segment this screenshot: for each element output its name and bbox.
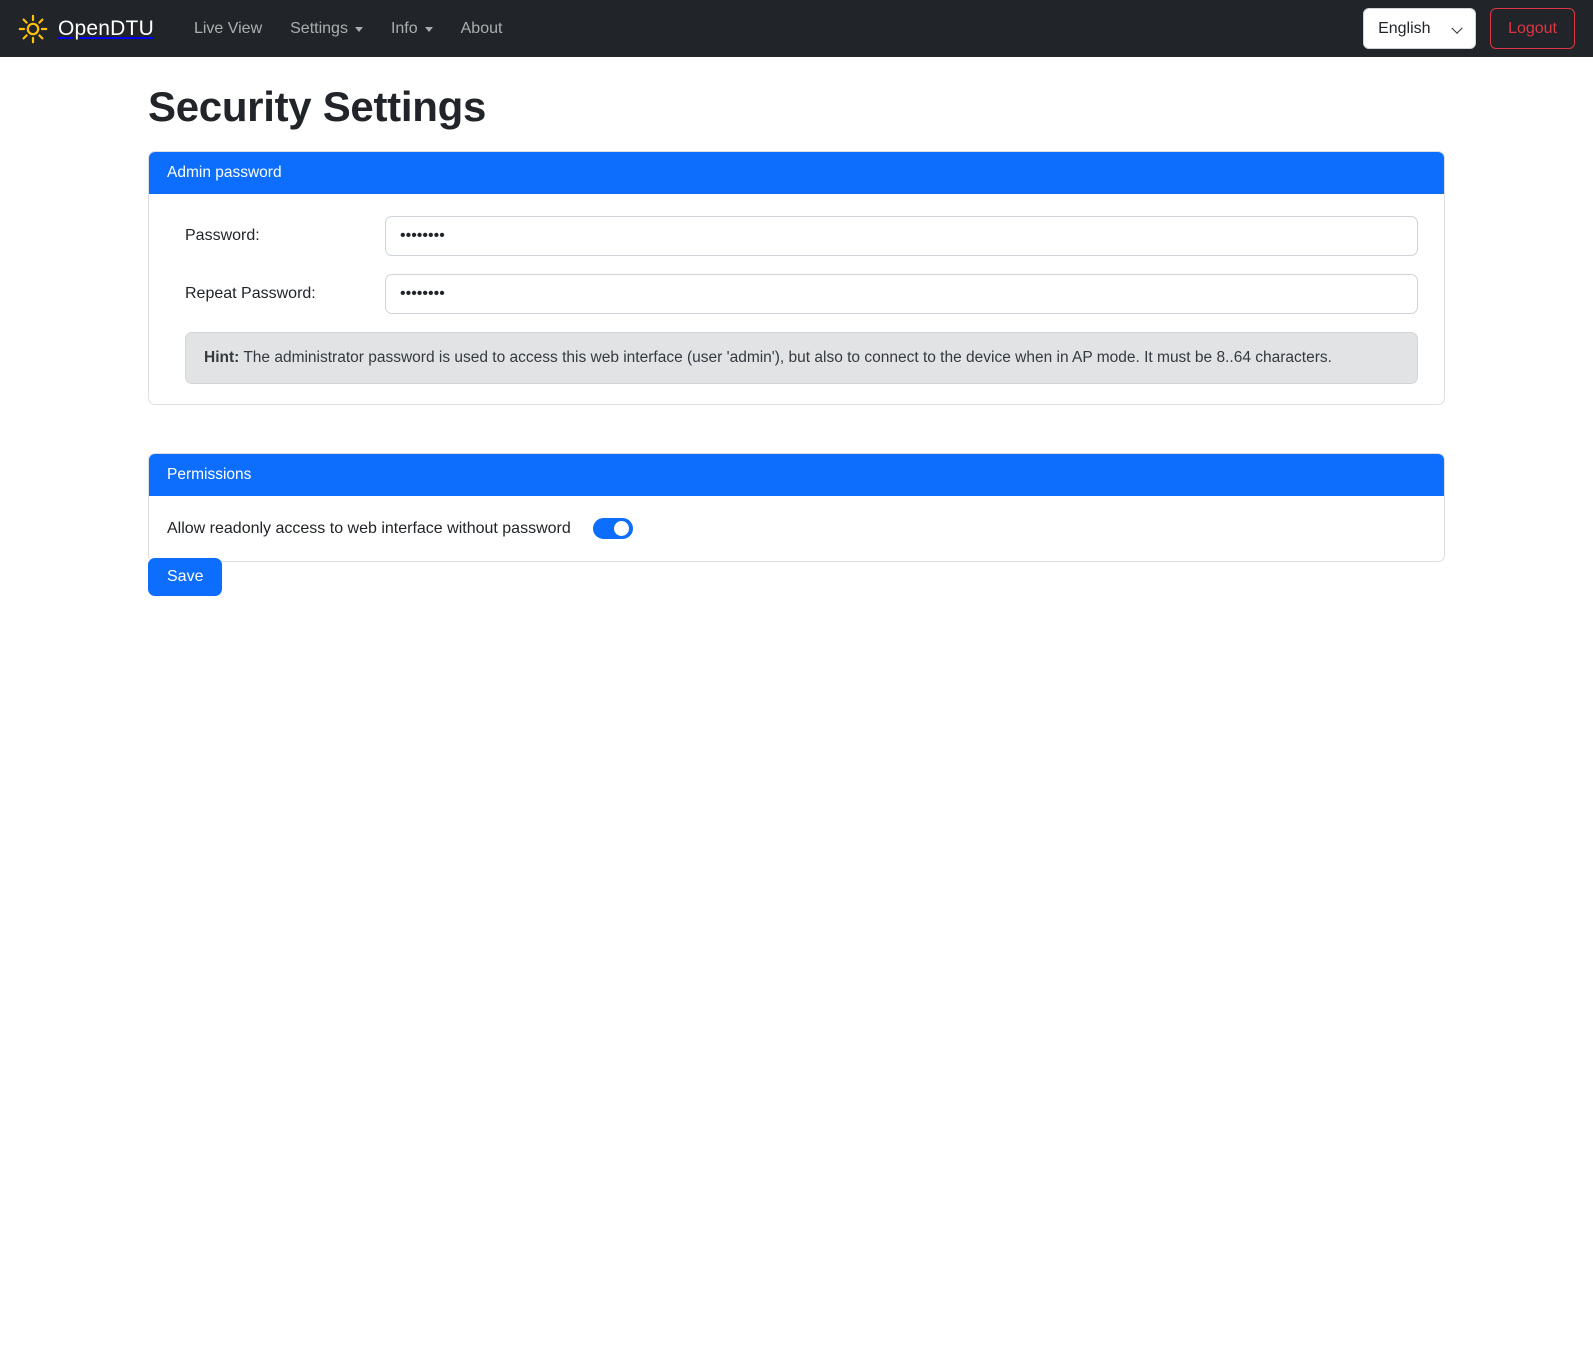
password-hint (185, 332, 1418, 384)
navbar-right-group (1363, 0, 1575, 57)
logout-button[interactable]: Logout (1490, 8, 1575, 49)
language-select[interactable] (1363, 8, 1476, 49)
password-input[interactable] (385, 216, 1418, 256)
language-select-wrapper (1363, 8, 1476, 49)
permissions-card-header: Permissions (149, 454, 1444, 496)
repeat-password-label: Repeat Password: (185, 285, 316, 302)
permissions-card-body (149, 496, 1444, 561)
nav-item-live-view-label: Live View (193, 19, 263, 37)
admin-password-card (148, 151, 1445, 405)
brand-logo-link[interactable] (18, 14, 154, 44)
nav-item-settings-label: Settings (290, 19, 348, 37)
nav-item-settings[interactable] (276, 12, 377, 46)
password-row (167, 216, 1426, 256)
page-title: Security Settings (148, 83, 486, 130)
admin-password-card-header: Admin password (149, 152, 1444, 194)
password-label: Password: (185, 227, 260, 244)
chevron-down-icon (425, 27, 433, 32)
nav-item-live-view[interactable] (180, 12, 276, 46)
password-hint-text: The administrator password is used to access this web interface (user 'admin'), but also to connect to the device when in AP mode. It must be 8..64 characters. (239, 349, 1332, 366)
nav-item-about-label: About (460, 19, 503, 37)
repeat-password-input[interactable] (385, 274, 1418, 314)
brand-title: OpenDTU (58, 16, 154, 40)
nav-item-info-label: Info (390, 19, 418, 37)
sun-icon (18, 14, 48, 44)
toggle-knob (614, 521, 629, 536)
chevron-down-icon (355, 27, 363, 32)
repeat-password-row (167, 274, 1426, 314)
save-button[interactable]: Save (148, 558, 222, 596)
readonly-access-label: Allow readonly access to web interface without password (167, 519, 571, 537)
top-navbar (0, 0, 1593, 57)
page-content (0, 83, 1593, 596)
nav-item-info[interactable] (377, 12, 447, 46)
permissions-card (148, 453, 1445, 562)
admin-password-card-body (149, 194, 1444, 404)
readonly-access-toggle[interactable] (593, 518, 633, 539)
nav-links (180, 12, 517, 46)
password-hint-prefix: Hint: (204, 349, 240, 366)
nav-item-about[interactable] (447, 12, 517, 46)
